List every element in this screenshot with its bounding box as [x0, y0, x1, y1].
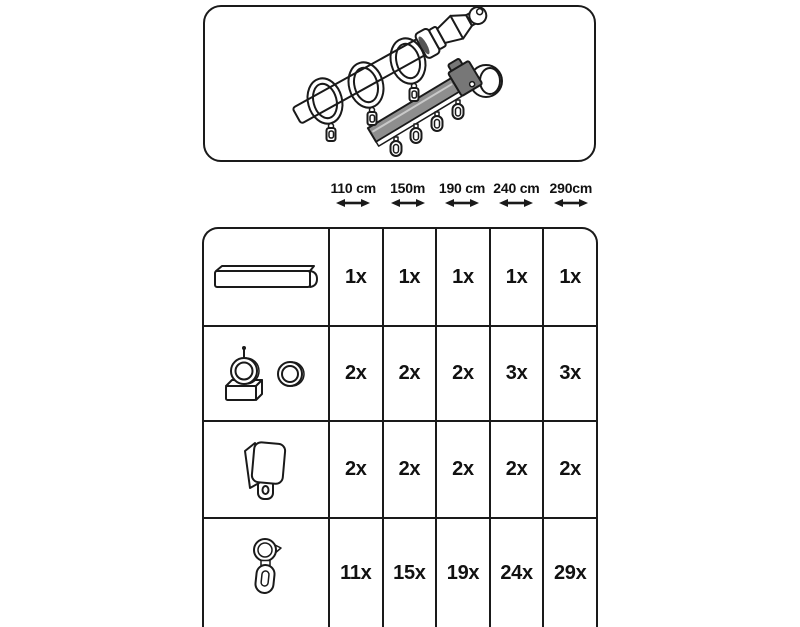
part-cell-wall-bracket	[204, 420, 328, 517]
quantity-cell	[542, 229, 596, 325]
size-column-240	[489, 180, 543, 216]
quantity-cell	[328, 325, 382, 420]
quantity-value: 1x	[559, 265, 582, 288]
quantity-value: 15x	[393, 561, 426, 584]
quantity-value: 1x	[452, 265, 474, 288]
quantity-value: 3x	[559, 362, 582, 384]
quantity-value: 29x	[553, 561, 587, 584]
double-arrow-icon	[391, 198, 425, 208]
quantity-cell	[489, 229, 543, 325]
part-cell-glider-hook	[204, 517, 328, 627]
size-label: 150m	[390, 180, 426, 196]
quantity-cell	[382, 517, 436, 627]
quantity-value: 2x	[344, 458, 367, 480]
quantity-cell	[382, 229, 436, 325]
ring-support-icon	[220, 344, 312, 404]
size-label: 240 cm	[493, 180, 540, 196]
quantity-value: 2x	[452, 362, 474, 384]
quantity-cell	[435, 517, 489, 627]
quantity-value: 2x	[344, 362, 367, 384]
size-label: 110 cm	[330, 180, 376, 196]
size-label: 290cm	[549, 180, 593, 196]
double-arrow-icon	[554, 198, 588, 208]
quantity-value: 1x	[398, 265, 421, 288]
quantity-cell	[382, 325, 436, 420]
parts-table	[202, 227, 598, 627]
quantity-value: 2x	[398, 458, 421, 480]
quantity-cell	[328, 517, 382, 627]
double-arrow-icon	[445, 198, 479, 208]
size-column-110	[326, 180, 380, 216]
quantity-value: 1x	[344, 265, 367, 288]
quantity-value: 2x	[559, 458, 582, 480]
size-header-row	[326, 180, 598, 216]
wall-bracket-icon	[238, 437, 294, 503]
quantity-value: 2x	[505, 458, 528, 480]
curtain-rod-rail-illustration	[205, 7, 594, 160]
quantity-cell	[542, 325, 596, 420]
quantity-cell	[328, 229, 382, 325]
double-arrow-icon	[336, 198, 370, 208]
quantity-cell	[382, 420, 436, 517]
part-cell-rail-profile	[204, 229, 328, 325]
rail-profile-icon	[213, 264, 319, 290]
quantity-cell	[435, 229, 489, 325]
quantity-cell	[542, 420, 596, 517]
size-label: 190 cm	[438, 180, 486, 196]
quantity-value: 1x	[505, 265, 528, 288]
quantity-value: 2x	[452, 458, 474, 480]
quantity-cell	[435, 325, 489, 420]
quantity-value: 3x	[505, 362, 528, 384]
double-arrow-icon	[499, 198, 533, 208]
size-column-190	[435, 180, 489, 216]
quantity-value: 11x	[340, 561, 372, 584]
size-column-290	[544, 180, 598, 216]
quantity-cell	[489, 325, 543, 420]
quantity-cell	[435, 420, 489, 517]
quantity-cell	[542, 517, 596, 627]
assembly-illustration-box	[203, 5, 596, 162]
quantity-value: 24x	[500, 561, 533, 584]
size-column-150	[380, 180, 434, 216]
quantity-value: 19x	[446, 561, 480, 584]
part-cell-ring-support	[204, 325, 328, 420]
quantity-cell	[489, 517, 543, 627]
quantity-value: 2x	[398, 362, 421, 384]
quantity-cell	[489, 420, 543, 517]
quantity-cell	[328, 420, 382, 517]
